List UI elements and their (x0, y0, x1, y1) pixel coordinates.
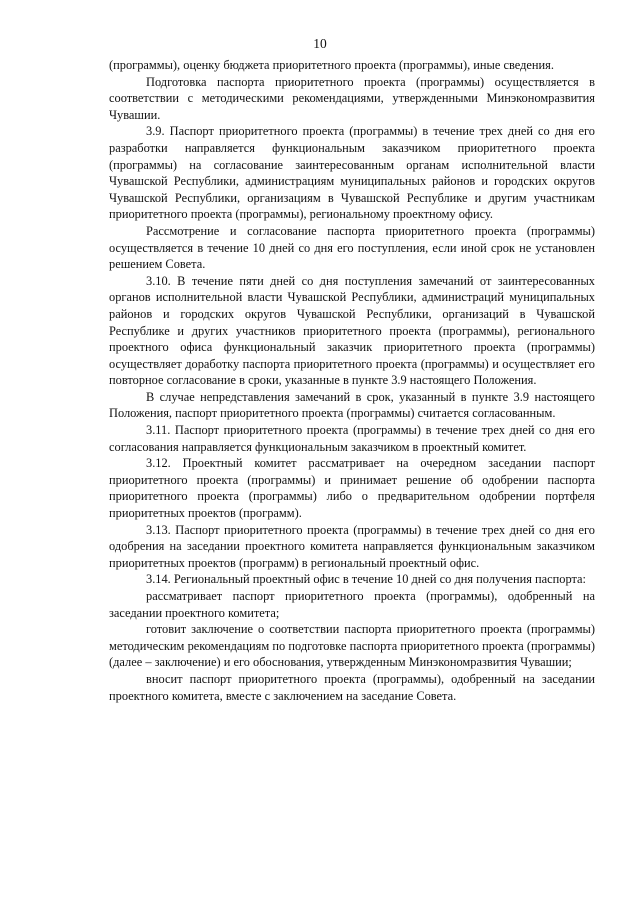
paragraph-item-reviews: рассматривает паспорт приоритетного проекта (программы), одобренный на заседании проектного комитета; (109, 589, 595, 620)
paragraph-clause-3-9: 3.9. Паспорт приоритетного проекта (программы) в течение трех дней со дня его разработки направляется функциональным заказчиком приоритетного проекта (программы) на согласование заинтересованным органам исполнительной власти Чувашской Республики, администрациям муниципальных районов и городских округов Чувашской Республики, организациям в Чувашской Республике и другим участникам приоритетного проекта (программы), региональному проектному офису. (109, 124, 595, 222)
paragraph-clause-3-11: 3.11. Паспорт приоритетного проекта (программы) в течение трех дней со дня его согласования направляется функциональным заказчиком в проектный комитет. (109, 423, 595, 454)
paragraph-clause-3-12: 3.12. Проектный комитет рассматривает на очередном заседании паспорт приоритетного проекта (программы) и принимает решение об одобрении паспорта приоритетного проекта (программы) либо о предварительном одобрении портфеля приоритетных проектов (программ). (109, 456, 595, 521)
paragraph-clause-3-10: 3.10. В течение пяти дней со дня поступления замечаний от заинтересованных органов исполнительной власти Чувашской Республики, администраций муниципальных районов и городских округов Чувашской Республики, организаций в Чувашской Республике и других участников приоритетного проекта (программы), регионального проектного офиса функциональный заказчик приоритетного проекта (программы) осуществляет доработку паспорта приоритетного проекта (программы) и осуществляет его повторное согласование в сроки, указанные в пункте 3.9 настоящего Положения. (109, 273, 595, 388)
paragraph-no-remarks: В случае непредставления замечаний в срок, указанный в пункте 3.9 настоящего Положения, паспорт приоритетного проекта (программы) считается согласованным. (109, 389, 595, 421)
page-number: 10 (313, 36, 327, 51)
paragraph-item-prepares: готовит заключение о соответствии паспорта приоритетного проекта (программы) методическим рекомендациям по подготовке паспорта приоритетного проекта (программы) (далее – заключение) и его обоснования, утвержденным Минэкономразвития Чувашии; (109, 622, 595, 670)
document-body (109, 57, 595, 704)
paragraph-clause-3-14: 3.14. Региональный проектный офис в течение 10 дней со дня получения паспорта: (146, 572, 586, 587)
paragraph-review-approval: Рассмотрение и согласование паспорта приоритетного проекта (программы) осуществляется в течение 10 дней со дня его поступления, если иной срок не установлен решением Совета. (109, 223, 595, 272)
paragraph-continuation: (программы), оценку бюджета приоритетного проекта (программы), иные сведения. (109, 58, 554, 72)
paragraph-clause-3-13: 3.13. Паспорт приоритетного проекта (программы) в течение трех дней со дня его одобрения на заседании проектного комитета направляется функциональным заказчиком приоритетных проектов (программ) в региональный проектный офис. (109, 522, 595, 570)
paragraph-item-submits: вносит паспорт приоритетного проекта (программы), одобренный на заседании проектного комитета, вместе с заключением на заседание Совета. (109, 671, 595, 703)
paragraph-passport-preparation: Подготовка паспорта приоритетного проекта (программы) осуществляется в соответствии с методическими рекомендациями, утвержденными Минэкономразвития Чувашии. (109, 74, 595, 122)
